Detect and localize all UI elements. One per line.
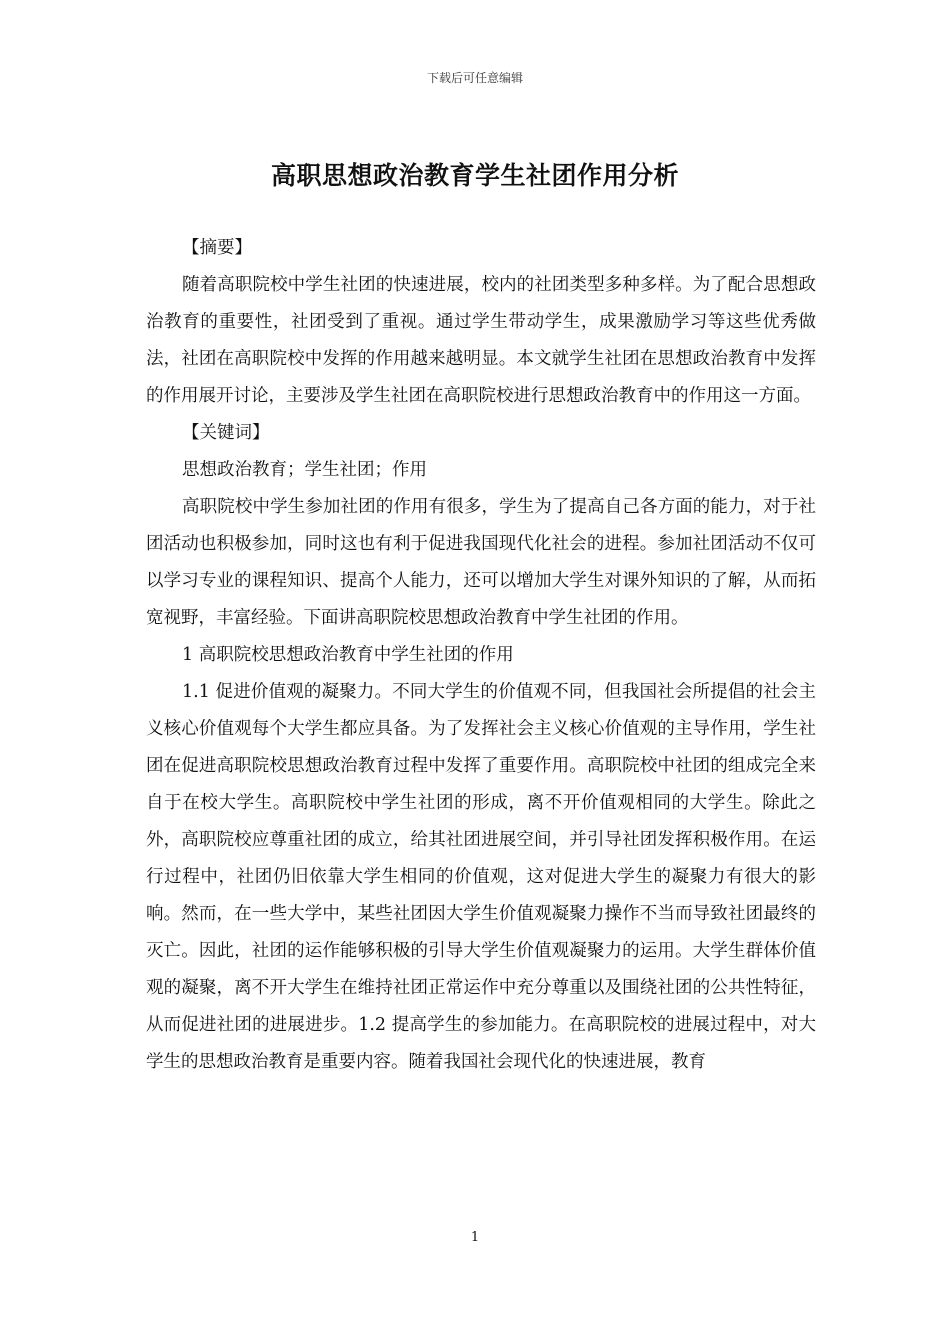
- keywords-heading: 【关键词】: [182, 423, 270, 443]
- section-paragraph: 1.1 促进价值观的凝聚力。不同大学生的价值观不同，但我国社会所提倡的社会主义核心价值观每个大学生都应具备。为了发挥社会主义核心价值观的主导作用，学生社团在促进高职院校思想政治教育过程中发挥了重要作用。高职院校中社团的组成完全来自于在校大学生。高职院校中学生社团的形成，离不开价值观相同的大学生。除此之外，高职院校应尊重社团的成立，给其社团进展空间，并引导社团发挥积极作用。在运行过程中，社团仍旧依靠大学生相同的价值观，这对促进大学生的凝聚力有很大的影响。然而，在一些大学中，某些社团因大学生价值观凝聚力操作不当而导致社团最终的灭亡。因此，社团的运作能够积极的引导大学生价值观凝聚力的运用。大学生群体价值观的凝聚，离不开大学生在维持社团正常运作中充分尊重以及围绕社团的公共性特征，从而促进社团的进展进步。1.2 提高学生的参加能力。在高职院校的进展过程中，对大学生的思想政治教育是重要内容。随着我国社会现代化的快速进展，教育: [146, 682, 816, 1072]
- abstract-paragraph: 随着高职院校中学生社团的快速进展，校内的社团类型多种多样。为了配合思想政治教育的重要性，社团受到了重视。通过学生带动学生，成果激励学习等这些优秀做法，社团在高职院校中发挥的作用越来越明显。本文就学生社团在思想政治教育中发挥的作用展开讨论，主要涉及学生社团在高职院校进行思想政治教育中的作用这一方面。: [146, 275, 816, 406]
- abstract-heading: 【摘要】: [182, 238, 252, 258]
- page-title: 高职思想政治教育学生社团作用分析: [270, 161, 679, 190]
- intro-paragraph: 高职院校中学生参加社团的作用有很多，学生为了提高自己各方面的能力，对于社团活动也积极参加，同时这也有利于促进我国现代化社会的进程。参加社团活动不仅可以学习专业的课程知识、提高个人能力，还可以增加大学生对课外知识的了解，从而拓宽视野，丰富经验。下面讲高职院校思想政治教育中学生社团的作用。: [146, 497, 816, 628]
- document-body: [146, 230, 816, 1081]
- page-number: 1: [470, 1230, 480, 1245]
- header-note: 下载后可任意编辑: [426, 71, 523, 85]
- section-heading: 1 高职院校思想政治教育中学生社团的作用: [182, 645, 514, 665]
- keywords-paragraph: 思想政治教育；学生社团；作用: [182, 460, 427, 480]
